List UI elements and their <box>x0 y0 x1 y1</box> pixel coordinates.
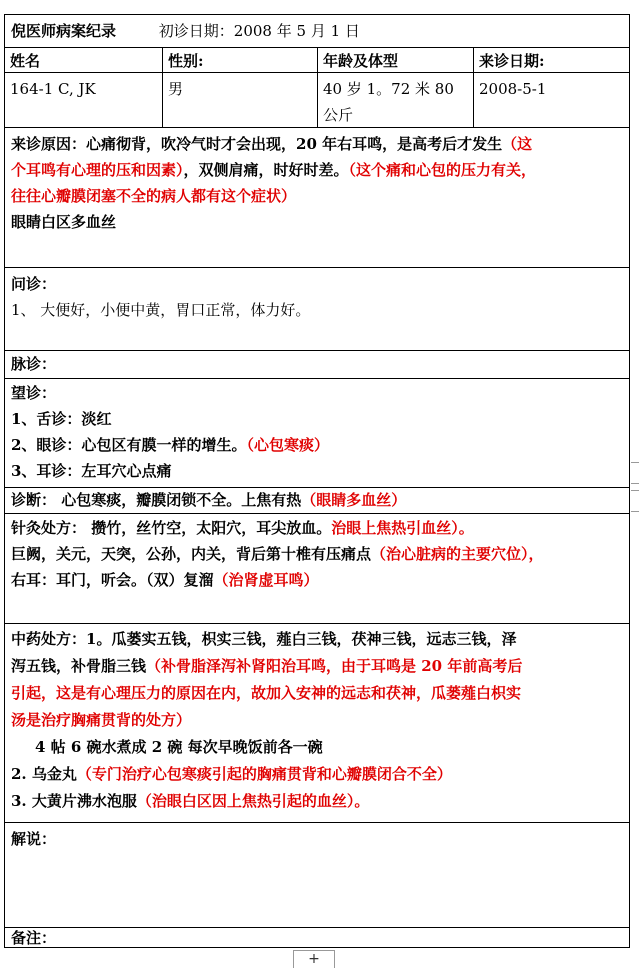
add-row-button[interactable]: + <box>293 950 335 968</box>
tongue-diagnosis: 1、舌诊：淡红 <box>11 410 112 428</box>
patient-table-values <box>5 73 629 128</box>
visit-date: 2008-5-1 <box>479 80 547 98</box>
patient-name: 164-1 C, JK <box>5 73 163 127</box>
reason-section: 来诊原因：心痛彻背，吹冷气时才会出现，20 年右耳鸣，是高考后才发生（这 个耳鸣有心理的压和因素），双侧肩痛，时好时差。（这个痛和心包的压力有关， 往往心瓣膜闭塞不全的病人都有这个症状） 眼睛白区多血丝 <box>5 128 629 268</box>
page-edge-marker <box>631 462 639 484</box>
pulse-section <box>5 351 629 379</box>
col-age-header: 年龄及体型 <box>318 48 474 72</box>
eye-diagnosis: 2、眼诊：心包区有膜一样的增生。（心包寒痰） <box>11 436 329 454</box>
col-date-header: 来诊日期: <box>479 52 545 70</box>
patient-age-build: 40 岁 1。72 米 80 公斤 <box>318 73 474 127</box>
explanation-section <box>5 823 629 928</box>
notes-section <box>5 928 629 949</box>
explanation-label: 解说： <box>11 830 57 848</box>
notes-label: 备注： <box>11 929 57 947</box>
inquiry-item: 1、 大便好，小便中黄，胃口正常，体力好。 <box>11 301 311 319</box>
col-name-header: 姓名 <box>5 48 163 72</box>
pulse-label: 脉诊： <box>11 355 57 373</box>
inquiry-section <box>5 268 629 351</box>
header-row <box>5 15 629 48</box>
observation-section <box>5 379 629 488</box>
acupuncture-section: 针灸处方： 攒竹，丝竹空，太阳穴，耳尖放血。治眼上焦热引血丝）。 巨阙，关元，天突，公孙，内关，背后第十椎有压痛点（治心脏病的主要穴位）， 右耳：耳门，听会。（双）复溜（治肾虚耳鸣） <box>5 514 629 624</box>
medical-record-sheet <box>4 14 630 948</box>
patient-table-header <box>5 48 629 73</box>
patient-sex: 男 <box>163 73 318 127</box>
record-title: 倪医师病案纪录 <box>11 22 117 40</box>
ear-diagnosis: 3、耳诊：左耳穴心点痛 <box>11 462 172 480</box>
herbal-section: 中药处方：1。瓜蒌实五钱，枳实三钱，薤白三钱，茯神三钱，远志三钱，泽 泻五钱，补骨脂三钱（补骨脂泽泻补肾阳治耳鸣，由于耳鸣是 20 年前高考后 引起，这是有心理压力的原因在内，故加入安神的远志和茯神，瓜蒌薤白枳实 汤是治疗胸痛贯背的处方） 4 帖 6 碗水煮成 2 碗 每次早晚饭前各一碗 2. 乌金丸（专门治疗心包寒痰引起的胸痛贯背和心瓣膜闭合不全） 3. 大黄片沸水泡服（治眼白区因上焦热引起的血丝）。 <box>5 624 629 823</box>
observation-label: 望诊： <box>11 384 57 402</box>
col-sex-header: 性别: <box>163 48 318 72</box>
page-edge-marker <box>631 490 639 512</box>
first-visit-date: 初诊日期：2008 年 5 月 1 日 <box>158 22 360 40</box>
inquiry-label: 问诊： <box>11 275 57 293</box>
diagnosis-section: 诊断： 心包寒痰，瓣膜闭锁不全。上焦有热（眼睛多血丝） <box>5 488 629 514</box>
